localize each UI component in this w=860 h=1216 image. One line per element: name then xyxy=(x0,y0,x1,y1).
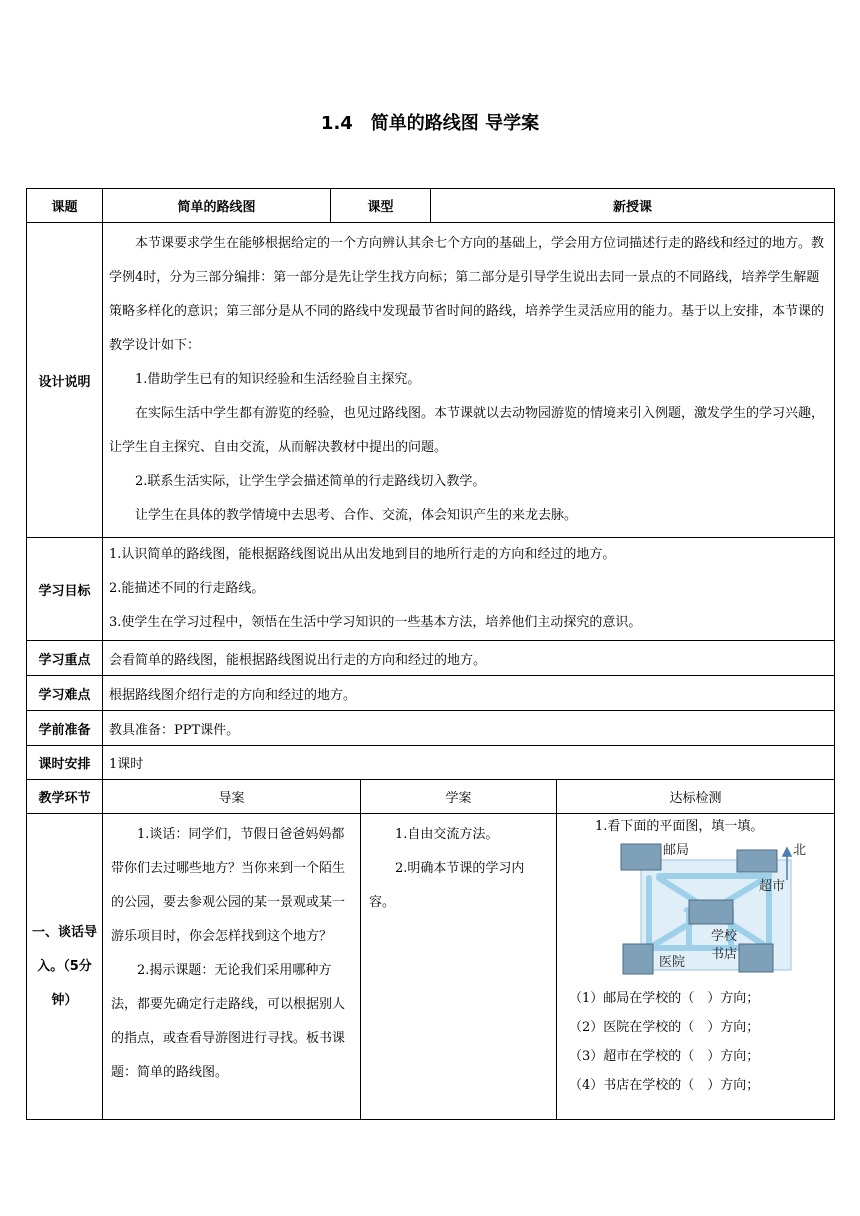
goals-content xyxy=(103,538,835,641)
route-map xyxy=(619,840,809,980)
difficulty-value: 根据路线图介绍行走的方向和经过的地方。 xyxy=(103,676,835,711)
type-value: 新授课 xyxy=(431,189,835,223)
schedule-row xyxy=(27,746,835,780)
topic-value: 简单的路线图 xyxy=(103,189,331,223)
check-question: （1）邮局在学校的（ ）方向； xyxy=(569,991,760,1006)
schedule-label: 课时安排 xyxy=(27,746,103,780)
study-content xyxy=(361,814,557,1120)
check-title: 1.看下面的平面图，填一填。 xyxy=(595,819,764,834)
guide-header: 导案 xyxy=(103,780,361,814)
design-paragraph: 在实际生活中学生都有游览的经验，也见过路线图。本节课就以去动物园游览的情境来引入例题，激发学生的学习兴趣，让学生自主探究、自由交流，从而解决教材中提出的问题。 xyxy=(109,406,825,455)
goal-item: 2.能描述不同的行走路线。 xyxy=(109,581,265,596)
difficulty-row xyxy=(27,676,835,711)
check-question: （3）超市在学校的（ ）方向； xyxy=(569,1049,760,1064)
check-content xyxy=(557,814,835,1120)
design-paragraph: 2.联系生活实际，让学生学会描述简单的行走路线切入教学。 xyxy=(135,474,486,489)
guide-content xyxy=(103,814,361,1120)
map-label-school: 学校 xyxy=(711,929,738,944)
goal-item: 1.认识简单的路线图，能根据路线图说出从出发地到目的地所行走的方向和经过的地方。 xyxy=(109,547,616,562)
study-paragraph: 1.自由交流方法。 xyxy=(395,827,499,842)
study-header: 学案 xyxy=(361,780,557,814)
map-label-bookstore: 书店 xyxy=(711,947,738,962)
map-label-north: 北 xyxy=(793,843,807,858)
section-header-label: 教学环节 xyxy=(27,780,103,814)
key-value: 会看简单的路线图，能根据路线图说出行走的方向和经过的地方。 xyxy=(103,641,835,676)
design-paragraph: 1.借助学生已有的知识经验和生活经验自主探究。 xyxy=(135,372,421,387)
goals-row xyxy=(27,538,835,641)
section1-label: 一、谈话导入。（5分钟） xyxy=(27,814,103,1120)
prep-row xyxy=(27,711,835,746)
goals-label: 学习目标 xyxy=(27,538,103,641)
check-question: （2）医院在学校的（ ）方向； xyxy=(569,1020,760,1035)
guide-paragraph: 1.谈话：同学们，节假日爸爸妈妈都带你们去过哪些地方？当你来到一个陌生的公园，要去参观公园的某一景观或某一游乐项目时，你会怎样找到这个地方？ xyxy=(111,827,346,944)
map-label-market: 超市 xyxy=(759,879,786,894)
route-map-drawing xyxy=(619,840,809,980)
study-paragraph: 2.明确本节课的学习内容。 xyxy=(369,861,525,910)
design-row xyxy=(27,223,835,538)
guide-paragraph: 2.揭示课题：无论我们采用哪种方法，都要先确定行走路线，可以根据别人的指点，或查看导游图进行寻找。板书课题：简单的路线图。 xyxy=(111,963,346,1080)
goal-item: 3.使学生在学习过程中，领悟在生活中学习知识的一些基本方法，培养他们主动探究的意识。 xyxy=(109,615,642,630)
type-label: 课型 xyxy=(331,189,431,223)
design-paragraph: 本节课要求学生在能够根据给定的一个方向辨认其余七个方向的基础上，学会用方位词描述行走的路线和经过的地方。教学例4时，分为三部分编排：第一部分是先让学生找方向标；第二部分是引导学生说出去同一景点的不同路线，培养学生解题策略多样化的意识；第三部分是从不同的路线中发现最节省时间的路线，培养学生灵活应用的能力。基于以上安排，本节课的教学设计如下： xyxy=(109,236,825,353)
topic-label: 课题 xyxy=(27,189,103,223)
header-row xyxy=(27,189,835,223)
section-header-row xyxy=(27,780,835,814)
schedule-value: 1课时 xyxy=(103,746,835,780)
map-label-post: 邮局 xyxy=(663,843,690,858)
map-label-hospital: 医院 xyxy=(659,955,686,970)
difficulty-label: 学习难点 xyxy=(27,676,103,711)
section1-row xyxy=(27,814,835,1120)
check-header: 达标检测 xyxy=(557,780,835,814)
design-paragraph: 让学生在具体的教学情境中去思考、合作、交流，体会知识产生的来龙去脉。 xyxy=(135,508,578,523)
prep-value: 教具准备：PPT课件。 xyxy=(103,711,835,746)
key-row xyxy=(27,641,835,676)
page-title: 1.4 简单的路线图 导学案 xyxy=(320,113,540,134)
key-label: 学习重点 xyxy=(27,641,103,676)
lesson-plan-table xyxy=(26,188,835,1120)
check-question: （4）书店在学校的（ ）方向； xyxy=(569,1078,760,1093)
design-label: 设计说明 xyxy=(27,223,103,538)
prep-label: 学前准备 xyxy=(27,711,103,746)
design-content xyxy=(103,223,835,538)
